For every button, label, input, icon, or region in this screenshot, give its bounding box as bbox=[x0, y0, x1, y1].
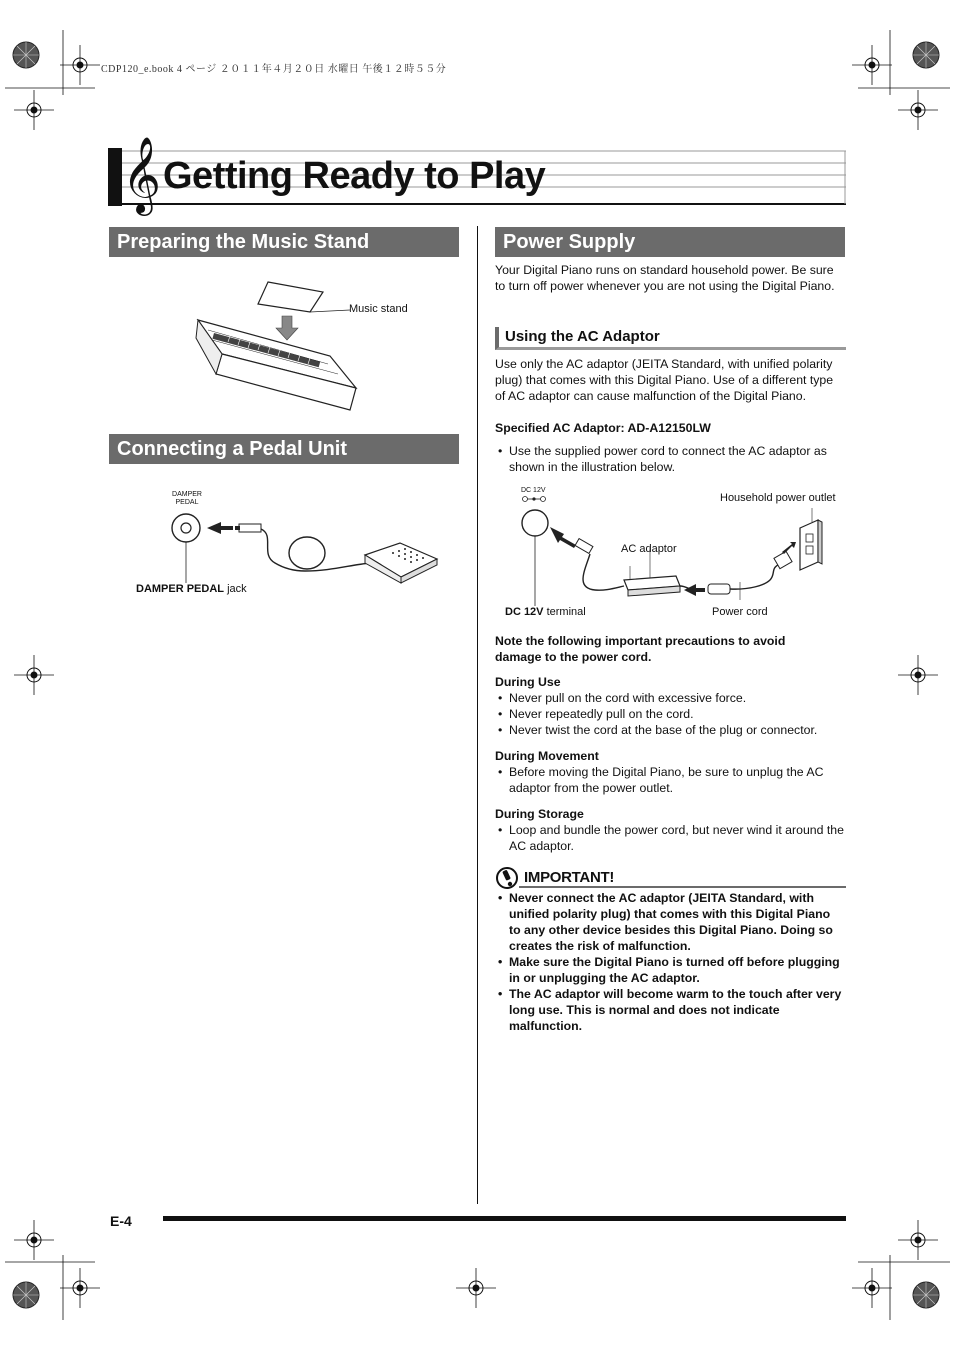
music-stand-label: Music stand bbox=[349, 303, 408, 315]
damper-pedal-caption-rest: jack bbox=[224, 583, 247, 595]
dc-terminal-caption-rest: terminal bbox=[543, 606, 586, 618]
pedal-jack-label-line1: DAMPER bbox=[172, 491, 202, 498]
important-item: • Make sure the Digital Piano is turned off before plugging in or unplugging the AC adaptor. bbox=[495, 954, 845, 986]
outlet-label: Household power outlet bbox=[720, 492, 836, 504]
subheading-ac-adaptor: Using the AC Adaptor bbox=[495, 327, 846, 350]
section-heading-music-stand: Preparing the Music Stand bbox=[109, 227, 459, 257]
column-divider bbox=[477, 226, 478, 1204]
precautions-note: Note the following important precautions to avoid damage to the power cord. bbox=[495, 634, 786, 664]
during-use-item: • Never repeatedly pull on the cord. bbox=[495, 706, 845, 722]
pedal-illustration bbox=[165, 505, 445, 595]
treble-clef-icon: 𝄞 bbox=[122, 136, 162, 213]
important-title: IMPORTANT! bbox=[524, 869, 615, 886]
page-title: Getting Ready to Play bbox=[163, 155, 546, 197]
important-item: • Never connect the AC adaptor (JEITA Standard, with unified polarity plug) that comes with this Digital Piano to any other device besides this Digital Piano. Doing so creates the risk of malfunction. bbox=[495, 890, 845, 954]
piano-illustration bbox=[190, 278, 420, 418]
during-storage-item: • Loop and bundle the power cord, but never wind it around the AC adaptor. bbox=[495, 822, 845, 854]
pedal-jack-label-line2: PEDAL bbox=[175, 499, 199, 506]
power-intro: Your Digital Piano runs on standard household power. Be sure to turn off power whenever you are not using the Digital Piano. bbox=[495, 263, 835, 293]
during-storage-title: During Storage bbox=[495, 807, 584, 821]
important-icon bbox=[495, 866, 519, 890]
bullet-connect: • Use the supplied power cord to connect the AC adaptor as shown in the illustration below. bbox=[495, 443, 845, 475]
during-use-item: • Never twist the cord at the base of the plug or connector. bbox=[495, 722, 845, 738]
damper-pedal-caption-bold: DAMPER PEDAL bbox=[136, 583, 225, 595]
important-rule bbox=[519, 886, 846, 888]
footer-rule bbox=[163, 1216, 846, 1221]
section-heading-power-supply: Power Supply bbox=[495, 227, 845, 257]
during-use-item: • Never pull on the cord with excessive force. bbox=[495, 690, 845, 706]
during-movement-title: During Movement bbox=[495, 749, 599, 763]
specified-adaptor: Specified AC Adaptor: AD-A12150LW bbox=[495, 421, 711, 435]
important-item: • The AC adaptor will become warm to the touch after very long use. This is normal and does not indicate malfunction. bbox=[495, 986, 845, 1034]
power-cord-label: Power cord bbox=[712, 606, 768, 618]
ac-adaptor-body: Use only the AC adaptor (JEITA Standard, with unified polarity plug) that comes with this Digital Piano. Use of a different type of AC adaptor can cause malfunction of the Digital Piano. bbox=[495, 357, 834, 403]
page-number: E-4 bbox=[110, 1213, 132, 1229]
dc-terminal-caption-bold: DC 12V bbox=[505, 606, 544, 618]
during-use-title: During Use bbox=[495, 675, 561, 689]
dc-jack-label: DC 12V bbox=[521, 487, 546, 494]
section-heading-pedal: Connecting a Pedal Unit bbox=[109, 434, 459, 464]
adaptor-label: AC adaptor bbox=[621, 543, 677, 555]
book-header: CDP120_e.book 4 ページ ２０１１年４月２０日 水曜日 午後１２時５５分 bbox=[101, 64, 447, 75]
damper-pedal-jack-caption bbox=[136, 583, 247, 596]
dc-terminal-caption bbox=[505, 606, 586, 619]
during-movement-item: • Before moving the Digital Piano, be sure to unplug the AC adaptor from the power outlet. bbox=[495, 764, 845, 796]
